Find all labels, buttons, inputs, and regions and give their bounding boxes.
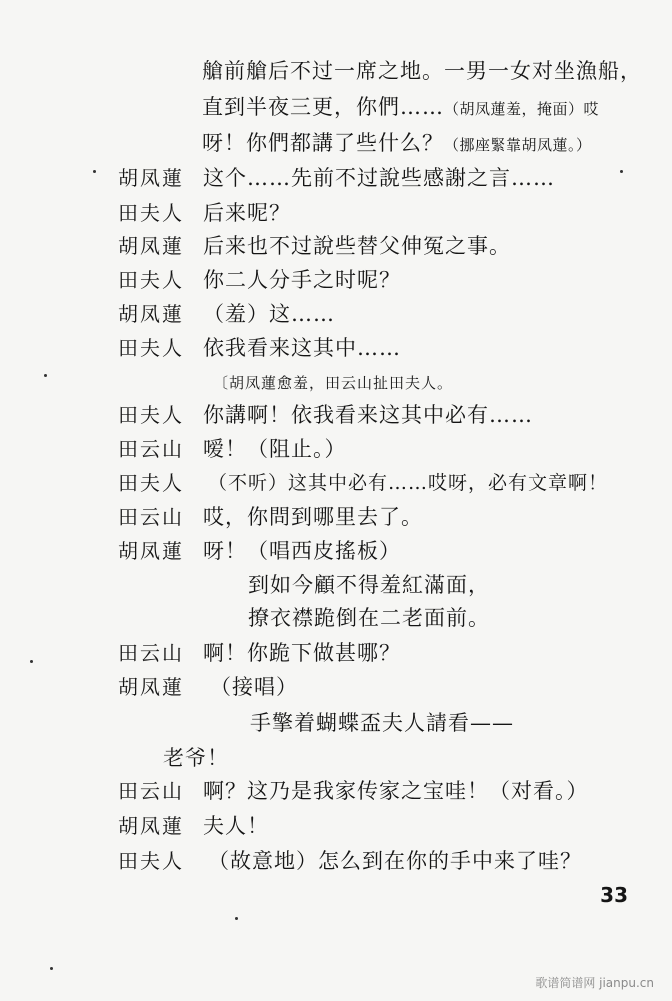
speaker-name: 田夫人 (118, 268, 184, 292)
speaker-name: 田夫人 (118, 336, 184, 360)
dialogue-text: 后来呢？ (203, 201, 291, 225)
line-text: 直到半夜三更，你們…… (202, 95, 444, 119)
dialogue-text: 这个……先前不过說些感謝之言…… (203, 166, 555, 190)
watermark: 歌谱简谱网 jianpu.cn (535, 976, 654, 990)
line-text: 呀！你們都講了些什么？ (202, 131, 444, 155)
speaker-name: 田夫人 (118, 403, 184, 427)
dialogue-text: 哎，你問到哪里去了。 (203, 505, 423, 529)
dialogue-text: 你講啊！依我看来这其中必有…… (203, 403, 533, 427)
speaker-name: 胡凤蓮 (118, 302, 184, 326)
dialogue-text: 嗳！（阻止。） (203, 437, 347, 461)
dialogue-text: 你二人分手之时呢？ (203, 268, 401, 292)
stage-direction: （胡凤蓮羞，掩面）哎 (444, 100, 600, 118)
dialogue-text: 啊！你跪下做甚哪？ (203, 641, 401, 665)
sung-line: 到如今顧不得羞紅滿面， (248, 573, 490, 597)
scan-speck (620, 170, 623, 173)
dialogue-text: （接唱） (210, 675, 298, 699)
scan-speck (93, 170, 96, 173)
text-line (202, 130, 592, 158)
sung-line: 撩衣襟跪倒在二老面前。 (248, 606, 490, 630)
dialogue-text: （故意地）怎么到在你的手中来了哇？ (208, 849, 582, 873)
speaker-name: 胡凤蓮 (118, 675, 184, 699)
stage-direction: （挪座緊靠胡凤蓮。） (444, 136, 592, 154)
speaker-name: 胡凤蓮 (118, 814, 184, 838)
speaker-name: 田云山 (118, 641, 184, 665)
stage-direction: 〔胡凤蓮愈羞，田云山扯田夫人。 (213, 374, 454, 392)
page-number: 33 (600, 883, 628, 907)
speaker-name: 胡凤蓮 (118, 234, 184, 258)
dialogue-text: （羞）这…… (203, 302, 335, 326)
sung-line: 老爷！ (163, 746, 229, 770)
speaker-name: 田云山 (118, 437, 184, 461)
dialogue-text: 呀！（唱西皮搖板） (203, 539, 401, 563)
dialogue-text: 啊？这乃是我家传家之宝哇！（对看。） (203, 779, 589, 803)
text-line (202, 94, 599, 122)
speaker-name: 胡凤蓮 (118, 166, 184, 190)
scan-speck (30, 660, 33, 663)
text-line: 艙前艙后不过一席之地。一男一女对坐漁船， (202, 59, 642, 83)
dialogue-text: （不听）这其中必有……哎呀，必有文章啊！ (208, 472, 609, 494)
speaker-name: 胡凤蓮 (118, 539, 184, 563)
scan-speck (235, 917, 238, 920)
scan-speck (50, 967, 53, 970)
speaker-name: 田云山 (118, 505, 184, 529)
speaker-name: 田夫人 (118, 201, 184, 225)
dialogue-text: 依我看来这其中…… (203, 336, 401, 360)
dialogue-text: 后来也不过說些替父伸冤之事。 (203, 234, 511, 258)
sung-line: 手擎着蝴蝶盃夫人請看—— (250, 711, 514, 735)
speaker-name: 田云山 (118, 779, 184, 803)
speaker-name: 田夫人 (118, 849, 184, 873)
speaker-name: 田夫人 (118, 471, 184, 495)
scan-speck (44, 374, 47, 377)
dialogue-text: 夫人！ (203, 814, 269, 838)
